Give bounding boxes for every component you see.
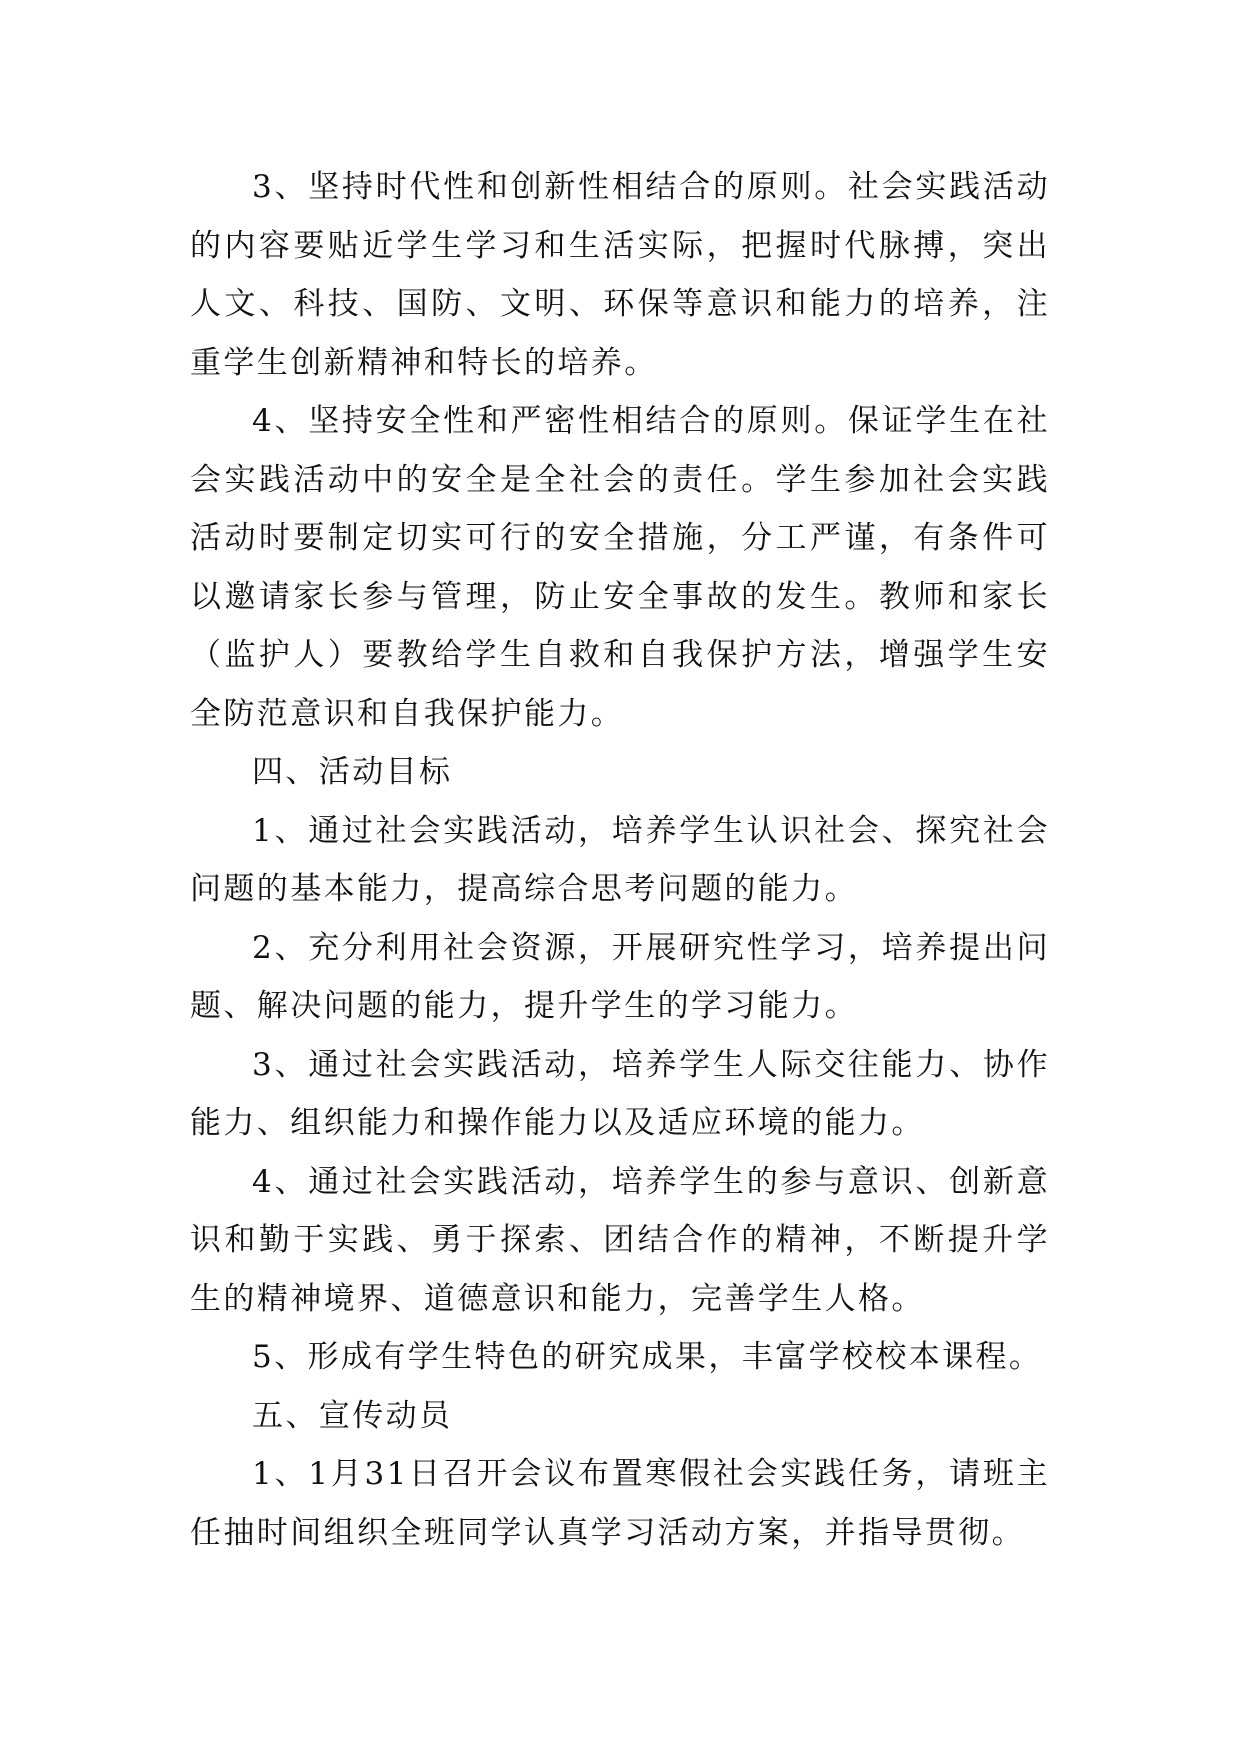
- section-heading-goals: 四、活动目标: [252, 754, 453, 790]
- paragraph-principle-3: 3、坚持时代性和创新性相结合的原则。社会实践活动的内容要贴近学生学习和生活实际，把握时代脉搏，突出人文、科技、国防、文明、环保等意识和能力的培养，注重学生创新精神和特长的培养。: [190, 169, 1050, 381]
- paragraph-principle-4: 4、坚持安全性和严密性相结合的原则。保证学生在社会实践活动中的安全是全社会的责任。学生参加社会实践活动时要制定切实可行的安全措施，分工严谨，有条件可以邀请家长参与管理，防止安全事故的发生。教师和家长（监护人）要教给学生自救和自我保护方法，增强学生安全防范意识和自我保护能力。: [190, 403, 1050, 732]
- paragraph-goal-2: 2、充分利用社会资源，开展研究性学习，培养提出问题、解决问题的能力，提升学生的学习能力。: [190, 929, 1050, 1024]
- paragraph-goal-5: 5、形成有学生特色的研究成果，丰富学校校本课程。: [252, 1339, 1043, 1375]
- paragraph-goal-3: 3、通过社会实践活动，培养学生人际交往能力、协作能力、组织能力和操作能力以及适应环境的能力。: [190, 1046, 1050, 1141]
- paragraph-goal-1: 1、通过社会实践活动，培养学生认识社会、探究社会问题的基本能力，提高综合思考问题的能力。: [190, 812, 1050, 907]
- section-heading-mobilization: 五、宣传动员: [252, 1397, 453, 1434]
- document-body: [190, 158, 1050, 1562]
- paragraph-goal-4: 4、通过社会实践活动，培养学生的参与意识、创新意识和勤于实践、勇于探索、团结合作的精神，不断提升学生的精神境界、道德意识和能力，完善学生人格。: [190, 1163, 1050, 1317]
- paragraph-mobilization-1: 1、1月31日召开会议布置寒假社会实践任务，请班主任抽时间组织全班同学认真学习活动方案，并指导贯彻。: [190, 1456, 1050, 1551]
